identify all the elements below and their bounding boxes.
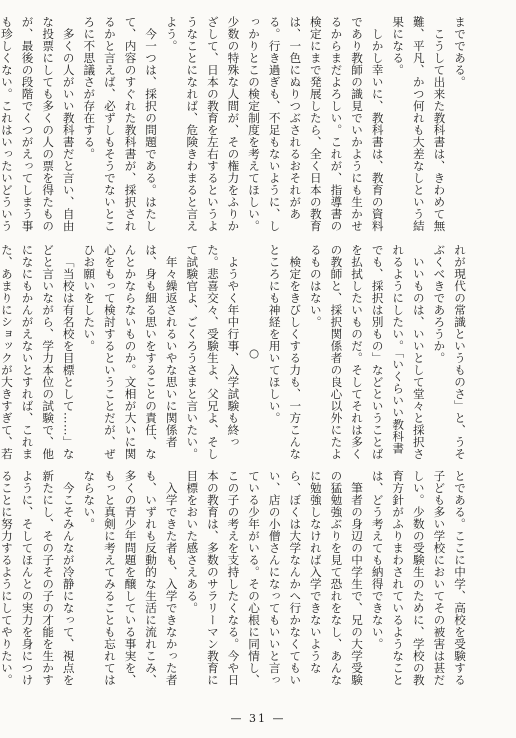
paragraph: 検定をきびしくする力も、一方こんなところにも神経を用いてほしい。 — [267, 244, 303, 460]
paragraph: 年々繰返されるいやな思いに関係者は、身も細る思いをすることの責任、なんとかならないものか。文相が大いに関心をもって検討するということだが、ぜひお願いをしたい。 — [82, 244, 179, 460]
paragraph: 「当校は有名校を目標として……」などと言いながら、学力本位の試験で、他になにもかんがえないとすれば、これまた、あまりにショックが大きすぎて、若 — [0, 244, 76, 460]
paragraph: しかし幸いに、教科書は、教育の資料であり教師の識見でいかようにも生かせるからまだよろしい。これが、指導書の検定にまで発展したら、全く日本の教育は、一色にぬりつぶされるおそれがある。行き過ぎも、不足もないように、しっかりとこの検定制度を考えてほしい。少数の特殊な人間が、その権力をふりかざして、日本の教育を左右するというようなことになれば、危険きわまると言えよう。 — [164, 16, 385, 232]
text-tier-bottom — [0, 470, 470, 688]
paragraph: ようやく年中行事、入学試験も終った。悲喜交々、受験生よ、父兄よ、そして試験官よ、ごくろうさまと言いたい。 — [185, 244, 241, 460]
text-tier-top — [0, 16, 470, 238]
paragraph: 入学できた者も、入学できなかった者も、いずれも反動的な生活に流れこみ、多くの青少年問題を醸している事実を、もっと真剣に考えてみることも忘れてはならない。 — [82, 470, 179, 686]
paragraph: いいものは、いいとして堂々と採択されるようにしたい。「いくらいい教科書でも、採択は別もの」などということばを払拭したいものだ。そしてそれは多くの教師と、採択関係者の良心以外にたよるものはない。 — [308, 244, 426, 460]
paragraph: こうして出来た教科書は、きわめて無難、平凡、かつ何れも大差なしという結果になる。 — [391, 16, 447, 232]
paragraph: 筆者の身辺の中学生で、兄の大学受験の猛勉強ぶりを見て恐れをなし、あんなに勉強しなければ入学できないようなら、ぼくは大学なんかへ行かなくてもいい、店の小僧さんになってもいいと言っている少年がいる。その心根に同情し、この子の考えを支持したくなる。今や日本の教育は、多数のサラリーマン教育に目標をおいた感さえある。 — [185, 470, 365, 686]
paragraph: れが現代の常識というものさ」と、うそぶくべきであろうか。 — [432, 244, 467, 460]
paragraph: までである。 — [453, 16, 467, 88]
paragraph: 多くの人がいい教科書だと言い、自由な投票にしても多くの人の票を得たものが、最後の段階でくつがえってしまう事も珍しくない。これはいったいどういう — [0, 16, 76, 232]
paragraph: とである。ここに中学、高校を受験する子ども多い学校においてその被害は甚だしい。少数の受験生のために、学校の教育方針がふりまわされているようなことは、どう考えても納得できない。 — [370, 470, 467, 686]
text-tier-middle — [0, 244, 470, 462]
paragraph: 今一つは、採択の問題である。はたして、内容のすぐれた教科書が、採択されるかと言えば、必ずしもそうでないところに不思議さが存在する。 — [82, 16, 159, 232]
page-number: — 31 — — [230, 712, 286, 725]
section-break-circle: ○ — [247, 345, 262, 361]
paragraph: 今こそみんなが冷静になって、視点を新たにし、その子その子の才能を生かすように、そしてほんとの実力を身につけることに努力するようにしてやりたい。 — [0, 470, 76, 686]
